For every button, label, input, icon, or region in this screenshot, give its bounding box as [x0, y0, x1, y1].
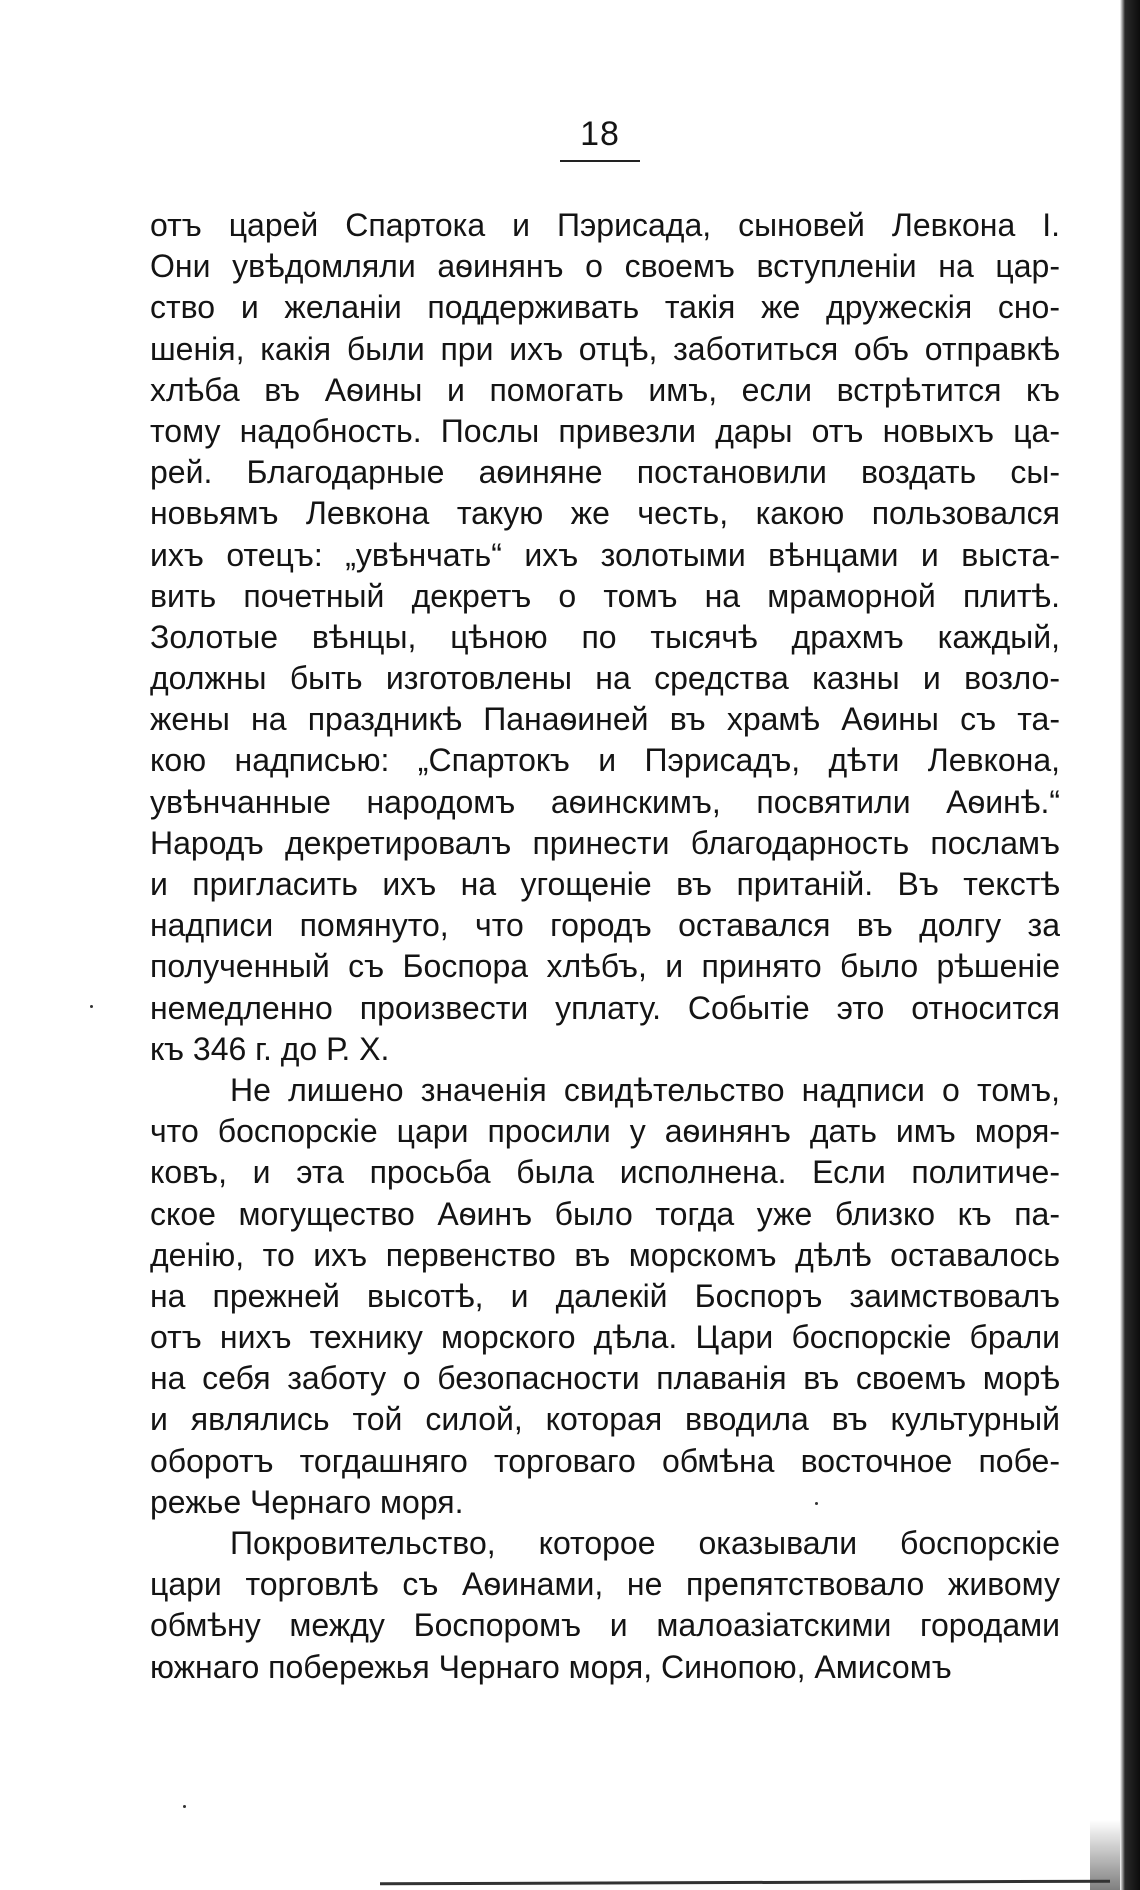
text-line: ство и желаніи поддерживать такія же дружескія сно- — [150, 289, 1060, 326]
scan-bottom-edge — [380, 1880, 1110, 1886]
text-line: къ 346 г. до Р. Х. — [150, 1030, 390, 1067]
text-line: ковъ, и эта просьба была исполнена. Если политиче- — [150, 1154, 1060, 1191]
text-line: оборотъ тогдашняго торговаго обмѣна восточное побе- — [150, 1442, 1060, 1479]
text-line: режье Чернаго моря. — [150, 1483, 464, 1520]
scan-speck — [90, 1005, 93, 1008]
text-line: увѣнчанные народомъ аѳинскимъ, посвятили Аѳинѣ.“ — [150, 783, 1060, 820]
text-line: Народъ декретировалъ принести благодарность посламъ — [150, 824, 1060, 861]
text-line: новьямъ Левкона такую же честь, какою пользовался — [150, 495, 1060, 532]
text-line: хлѣба въ Аѳины и помогать имъ, если встрѣтится къ — [150, 371, 1060, 408]
text-line: обмѣну между Боспоромъ и малоазіатскими городами — [150, 1607, 1060, 1644]
text-line: отъ царей Спартока и Пэрисада, сыновей Левкона I. — [150, 207, 1060, 243]
text-line: на себя заботу о безопасности плаванія въ своемъ морѣ — [150, 1360, 1060, 1397]
text-line: что боспорскіе цари просили у аѳинянъ дать имъ моря- — [150, 1113, 1060, 1150]
page-binding-edge — [1120, 0, 1140, 1890]
paragraph — [150, 1523, 1060, 1688]
text-line: отъ нихъ технику морского дѣла. Цари боспорскіе брали — [150, 1319, 1060, 1356]
body-text — [150, 205, 1060, 1688]
text-line: южнаго побережья Чернаго моря, Синопою, Амисомъ — [150, 1648, 952, 1685]
scan-speck — [183, 1805, 186, 1808]
text-line: тому надобность. Послы привезли дары отъ новыхъ ца- — [150, 412, 1060, 449]
text-line: рей. Благодарные аѳиняне постановили воздать сы- — [150, 454, 1060, 491]
page-number: 18 — [580, 115, 620, 153]
text-line: надписи помянуто, что городъ оставался въ долгу за — [150, 907, 1060, 944]
text-line: жены на праздникѣ Панаѳиней въ храмѣ Аѳины съ та- — [150, 701, 1060, 738]
text-line: немедленно произвести уплату. Событіе это относится — [150, 989, 1060, 1026]
text-line: Золотые вѣнцы, цѣною по тысячѣ драхмъ каждый, — [150, 618, 1060, 655]
text-line: Покровительство, которое оказывали боспорскіе — [230, 1525, 1060, 1561]
text-line: Они увѣдомляли аѳинянъ о своемъ вступленіи на цар- — [150, 248, 1060, 285]
text-line: и пригласить ихъ на угощеніе въ пританій. Въ текстѣ — [150, 866, 1060, 902]
text-line: полученный съ Боспора хлѣбъ, и принято было рѣшеніе — [150, 948, 1060, 985]
text-line: кою надписью: „Спартокъ и Пэрисадъ, дѣти Левкона, — [150, 742, 1060, 779]
text-line: денію, то ихъ первенство въ морскомъ дѣлѣ оставалось — [150, 1236, 1060, 1273]
paragraph — [150, 1070, 1060, 1523]
text-line: ихъ отецъ: „увѣнчать“ ихъ золотыми вѣнцами и выста- — [150, 536, 1060, 573]
scan-speck — [815, 1502, 818, 1505]
page-number-rule — [560, 160, 640, 162]
text-line: шенія, какія были при ихъ отцѣ, заботиться объ отправкѣ — [150, 330, 1060, 367]
text-line: ское могущество Аѳинъ было тогда уже близко къ па- — [150, 1195, 1060, 1232]
text-line: и являлись той силой, которая вводила въ культурный — [150, 1401, 1060, 1438]
text-line: на прежней высотѣ, и далекій Боспоръ заимствовалъ — [150, 1277, 1060, 1314]
text-line: цари торговлѣ съ Аѳинами, не препятствовало живому — [150, 1566, 1060, 1603]
text-line: Не лишено значенія свидѣтельство надписи о томъ, — [230, 1071, 1060, 1108]
text-line: должны быть изготовлены на средства казны и возло- — [150, 660, 1060, 697]
paragraph — [150, 205, 1060, 1070]
text-line: вить почетный декретъ о томъ на мраморной плитѣ. — [150, 577, 1060, 614]
